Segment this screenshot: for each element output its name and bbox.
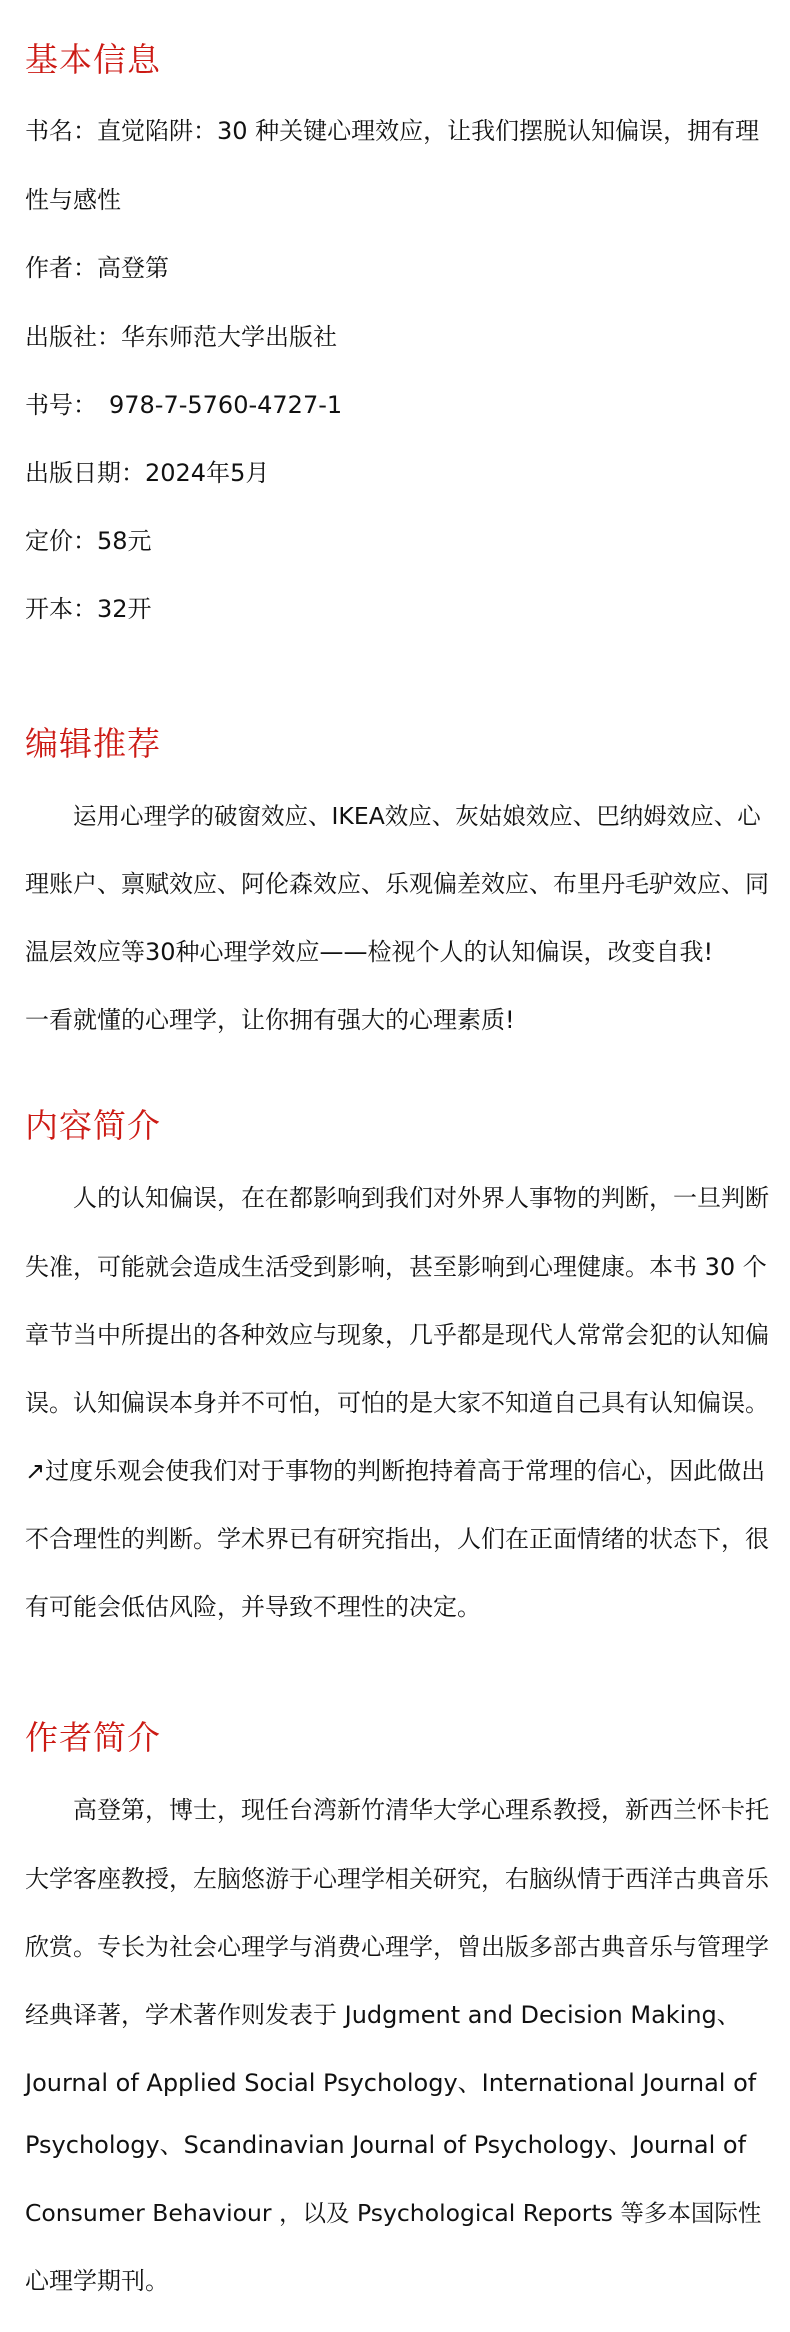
summary-line-5-row [25,1454,770,1488]
author-line-1-row [25,1793,770,1827]
author-intro-line: 经典译著，学术著作则发表于 Judgment and Decision Making、 [25,2001,741,2029]
editor-recommendation-section [25,724,770,764]
summary-line-1-row [25,1181,770,1215]
summary-line: 误。认知偏误本身并不可怕，可怕的是大家不知道自己具有认知偏误。 [25,1389,769,1417]
author-intro-line: Journal of Applied Social Psychology、International Journal of [25,2069,757,2097]
author-line-2-row [25,1862,770,1896]
book-format: 开本：32开 [25,595,152,623]
author-line-5-row [25,2066,770,2100]
basic-info-section [25,40,770,80]
summary-line: 失准，可能就会造成生活受到影响，甚至影响到心理健康。本书 30 个 [25,1253,767,1281]
summary-line: ↗过度乐观会使我们对于事物的判断抱持着高于常理的信心，因此做出 [25,1457,766,1485]
book-title-line2: 性与感性 [25,186,121,214]
author-intro-line: Psychology、Scandinavian Journal of Psychology、Journal of [25,2131,747,2159]
author-line-7-row [25,2196,770,2230]
author-intro-heading: 作者简介 [25,1718,161,1757]
author-intro-line: 大学客座教授，左脑悠游于心理学相关研究，右脑纵情于西洋古典音乐 [25,1865,769,1893]
publisher-row [25,320,770,354]
summary-line-6-row [25,1522,770,1556]
isbn-row [25,388,770,422]
summary-line-3-row [25,1318,770,1352]
book-author: 作者：高登第 [25,254,169,282]
author-intro-section [25,1718,770,1758]
summary-line: 人的认知偏误，在在都影响到我们对外界人事物的判断，一旦判断 [73,1184,769,1212]
book-title-cont [25,183,770,217]
author-intro-line: 心理学期刊。 [25,2267,169,2295]
summary-heading: 内容简介 [25,1106,161,1145]
summary-line: 不合理性的判断。学术界已有研究指出，人们在正面情绪的状态下，很 [25,1525,769,1553]
editor-rec-line: 理账户、禀赋效应、阿伦森效应、乐观偏差效应、布里丹毛驴效应、同 [25,870,769,898]
editor-rec-line: 运用心理学的破窗效应、IKEA效应、灰姑娘效应、巴纳姆效应、心 [73,802,761,830]
author-line-8-row [25,2264,770,2298]
summary-line: 有可能会低估风险，并导致不理性的决定。 [25,1593,481,1621]
summary-section [25,1106,770,1146]
book-pub-date: 出版日期：2024年5月 [25,459,270,487]
editor-rec-tagline: 一看就懂的心理学，让你拥有强大的心理素质! [25,1006,515,1034]
summary-line-7-row [25,1590,770,1624]
editor-rec-line-2-row [25,867,770,901]
editor-rec-line: 温层效应等30种心理学效应——检视个人的认知偏误，改变自我! [25,938,714,966]
book-price: 定价：58元 [25,527,152,555]
book-title-block [25,114,770,148]
author-intro-line: 欣赏。专长为社会心理学与消费心理学，曾出版多部古典音乐与管理学 [25,1933,769,1961]
book-isbn: 书号： 978-7-5760-4727-1 [25,391,343,419]
basic-info-heading: 基本信息 [25,40,161,79]
format-row [25,592,770,626]
editor-rec-tagline-row [25,1003,770,1037]
editor-recommendation-heading: 编辑推荐 [25,724,161,763]
book-publisher: 出版社：华东师范大学出版社 [25,323,337,351]
author-line-4-row [25,1998,770,2032]
summary-line: 章节当中所提出的各种效应与现象，几乎都是现代人常常会犯的认知偏 [25,1321,769,1349]
author-intro-line: 高登第，博士，现任台湾新竹清华大学心理系教授，新西兰怀卡托 [73,1796,769,1824]
author-row [25,251,770,285]
pubdate-row [25,456,770,490]
book-title-line1: 书名：直觉陷阱：30 种关键心理效应，让我们摆脱认知偏误，拥有理 [25,117,760,145]
author-line-6-row [25,2128,770,2162]
author-line-3-row [25,1930,770,1964]
editor-rec-line-1-row [25,799,770,833]
summary-line-4-row [25,1386,770,1420]
price-row [25,524,770,558]
author-intro-line: Consumer Behaviour ，以及 Psychological Reports 等多本国际性 [25,2199,762,2227]
summary-line-2-row [25,1250,770,1284]
editor-rec-line-3-row [25,935,770,969]
